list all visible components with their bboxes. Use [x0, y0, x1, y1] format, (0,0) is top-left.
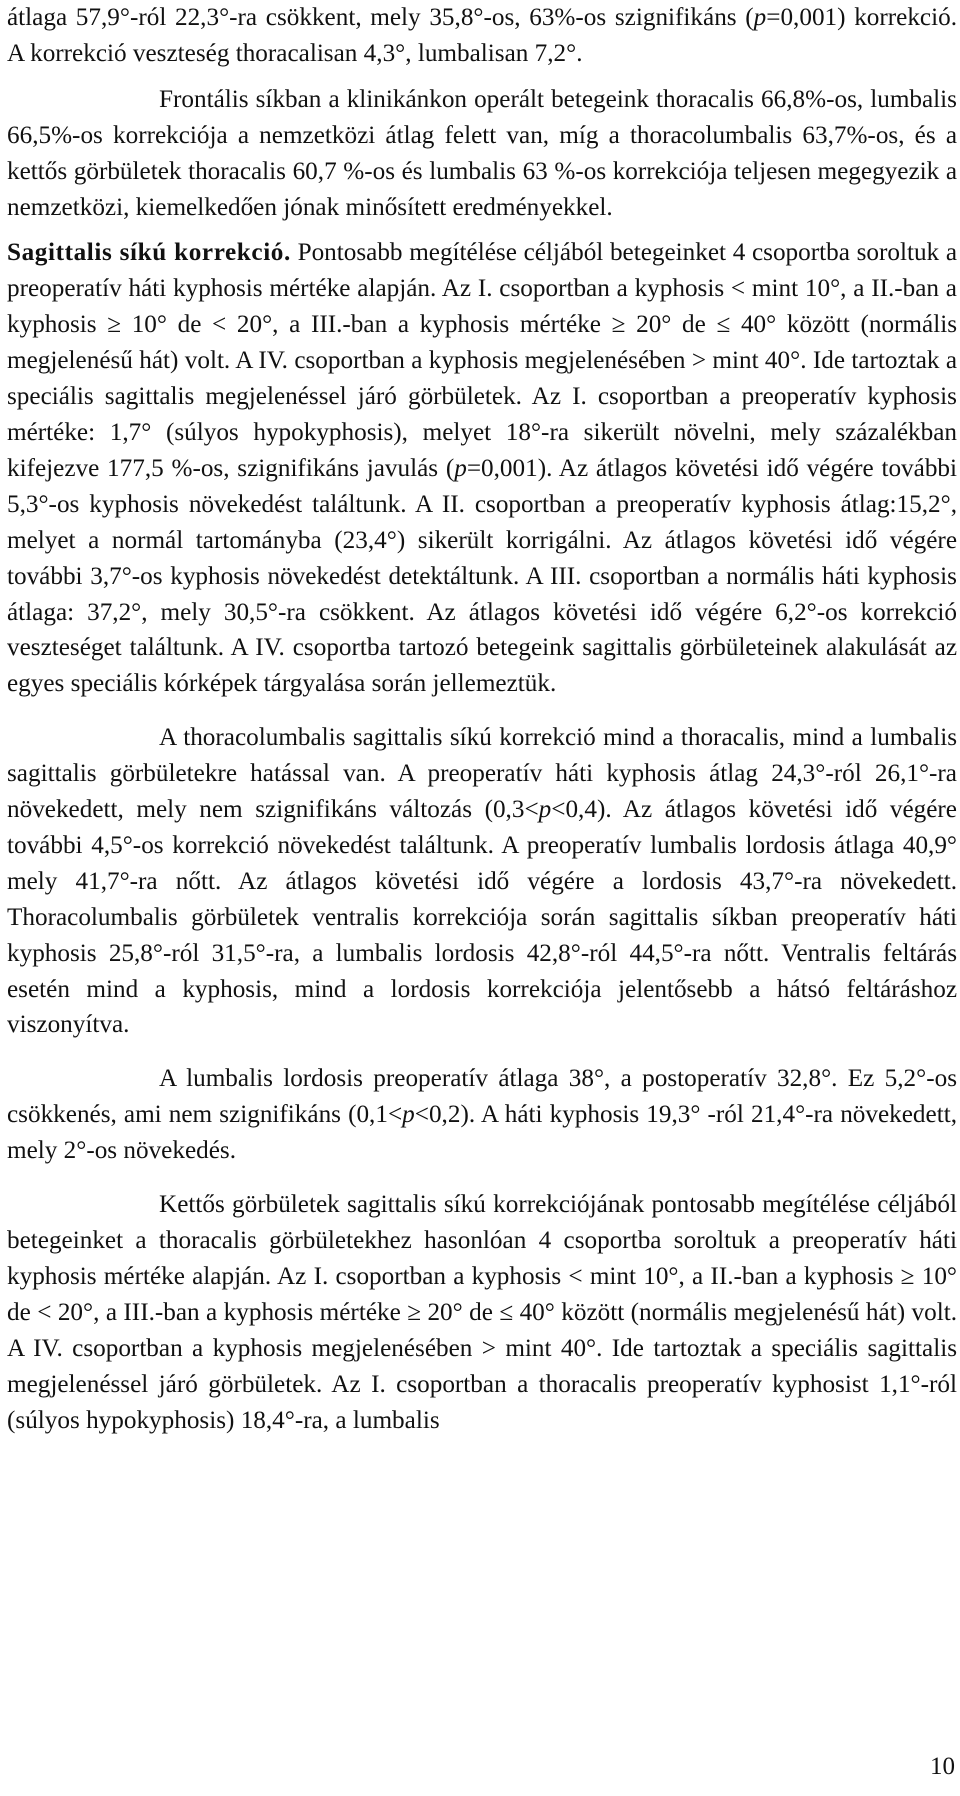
paragraph-text: =0,001). Az átlagos követési idő végére további 5,3°-os kyphosis növekedést találtunk. A II. csoportban a preoperatív kyphosis átlag:15,2°, melyet a normál tartományba (23,4°) sikerült korrigálni. Az átlagos követési idő végére további 3,7°-os kyphosis növekedést detektáltunk. A III. csoportban a normális háti kyphosis átlaga: 37,2°, mely 30,5°-ra csökkent. Az átlagos követési idő végére 6,2°-os korrekció veszteséget találtunk. A IV. csoportba tartozó betegeink sagittalis görbületeinek alakulását az egyes speciális kórképek tárgyalása során jellemeztük.	[7, 454, 957, 698]
paragraph-text: Pontosabb megítélése céljából betegeinket 4 csoportba soroltuk a preoperatív háti kyphosis mértéke alapján. Az I. csoportban a kyphosis < mint 10°, a II.-ban a kyphosis ≥ 10° de < 20°, a III.-ban a kyphosis mértéke ≥ 20° de ≤ 40° között (normális megjelenésű hát) volt. A IV. csoportban a kyphosis megjelenésében > mint 40°. Ide tartoztak a speciális sagittalis megjelenéssel járó görbületek. Az I. csoportban a preoperatív kyphosis mértéke: 1,7° (súlyos hypokyphosis), melyet 18°-ra sikerült növelni, mely százalékban kifejezve 177,5 %-os, szignifikáns javulás (	[7, 239, 957, 482]
italic-symbol: p	[402, 1101, 415, 1129]
document-page	[7, 0, 957, 1438]
paragraph-text: A thoracolumbalis sagittalis síkú korrekció mind a thoracalis, mind a lumbalis sagittalis görbületekre hatással van. A preoperatív háti kyphosis átlag 24,3°-ról 26,1°-ra növekedett, mely nem szignifikáns változás (0,3<	[7, 724, 957, 824]
paragraph	[7, 235, 957, 702]
paragraph-text: <0,4). Az átlagos követési idő végére további 4,5°-os korrekció növekedést találtunk. A preoperatív lumbalis lordosis átlaga 40,9° mely 41,7°-ra nőtt. Az átlagos követési idő végére a lordosis 43,7°-ra növekedett. Thoracolumbalis görbületek ventralis korrekciója során sagittalis síkban preoperatív háti kyphosis 25,8°-ról 31,5°-ra, a lumbalis lordosis 42,8°-ról 44,5°-ra nőtt. Ventralis feltárás esetén mind a kyphosis, mind a lordosis korrekciója jelentősebb a hátsó feltáráshoz viszonyítva.	[7, 796, 957, 1039]
paragraph-text: A lumbalis lordosis preoperatív átlaga 38°, a postoperatív 32,8°. Ez 5,2°-os csökkenés, ami nem szignifikáns (0,1<	[7, 1065, 957, 1129]
paragraph	[7, 82, 957, 226]
italic-symbol: p	[753, 4, 767, 31]
paragraph	[7, 1061, 957, 1169]
paragraph-text: Frontális síkban a klinikánkon operált betegeink thoracalis 66,8%-os, lumbalis 66,5%-os korrekciója a nemzetközi átlag felett van, míg a thoracolumbalis 63,7%-os, és a kettős görbületek thoracalis 60,7 %-os és lumbalis 63 %-os korrekciója teljesen megegyezik a nemzetközi, kiemelkedően jónak minősített eredményekkel.	[7, 85, 957, 221]
paragraph	[7, 720, 957, 1043]
paragraph-text: <0,2). A háti kyphosis 19,3° -ról 21,4°-ra növekedett, mely 2°-os növekedés.	[7, 1101, 958, 1165]
italic-symbol: p	[538, 796, 552, 824]
paragraph-text: átlaga 57,9°-ról 22,3°-ra csökkent, mely 35,8°-os, 63%-os szignifikáns (	[7, 4, 754, 31]
paragraph-text: =0,001) korrekció. A korrekció veszteség thoracalisan 4,3°, lumbalisan 7,2°.	[7, 4, 957, 67]
paragraph-text: Kettős görbületek sagittalis síkú korrekciójának pontosabb megítélése céljából betegeinket a thoracalis görbületekhez hasonlóan 4 csoportba soroltuk a preoperatív háti kyphosis mértéke alapján. Az I. csoportban a kyphosis < mint 10°, a II.-ban a kyphosis ≥ 10° de < 20°, a III.-ban a kyphosis mértéke ≥ 20° de ≤ 40° között (normális megjelenésű hát) volt. A IV. csoportban a kyphosis megjelenésében > mint 40°. Ide tartoztak a speciális sagittalis megjelenéssel járó görbületek. Az I. csoportban a thoracalis preoperatív kyphosist 1,1°-ról (súlyos hypokyphosis) 18,4°-ra, a lumbalis	[7, 1191, 957, 1434]
paragraph	[7, 1187, 957, 1438]
italic-symbol: p	[454, 454, 467, 482]
paragraph	[7, 0, 957, 72]
page-number: 10	[930, 1753, 955, 1780]
section-heading: Sagittalis síkú korrekció.	[7, 239, 291, 267]
